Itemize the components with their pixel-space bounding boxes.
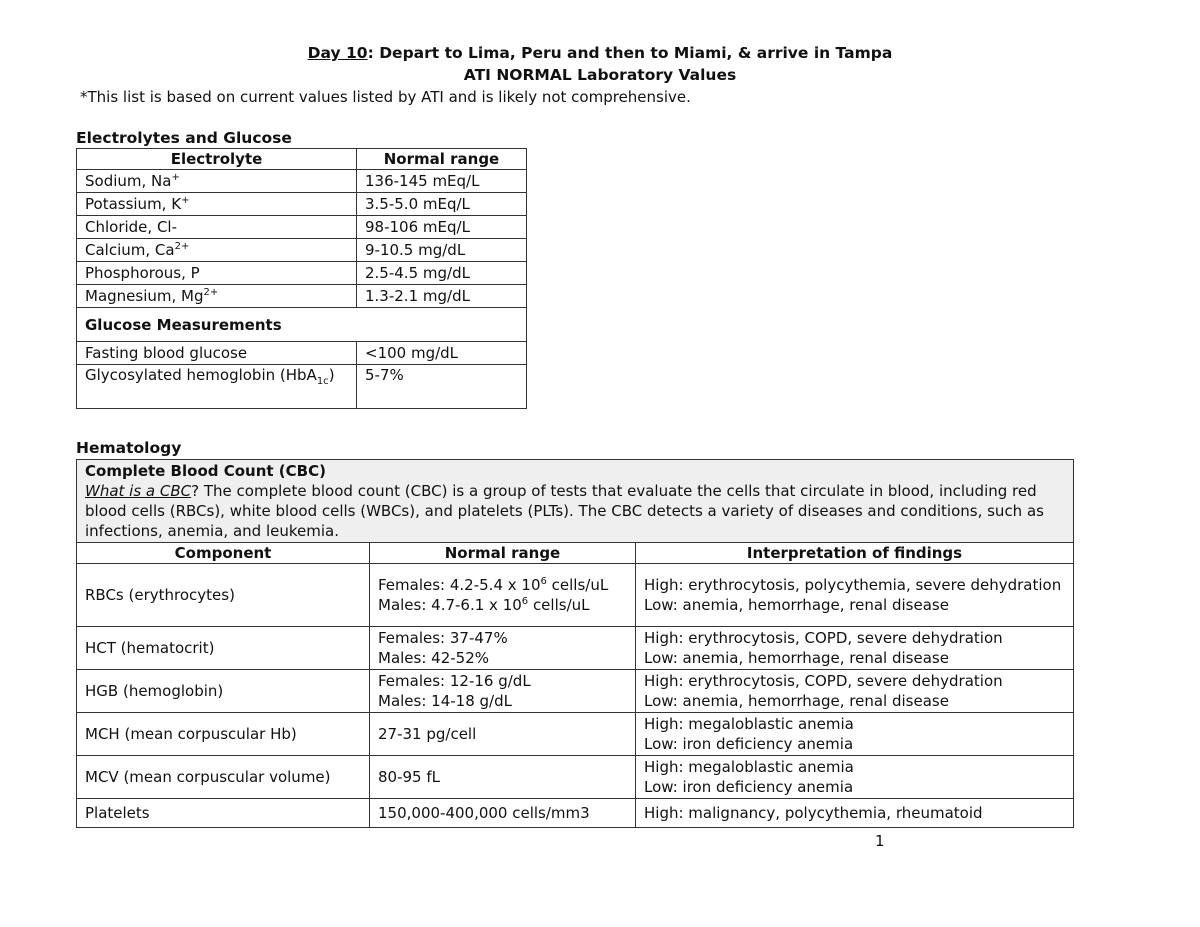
table-row	[77, 627, 1074, 670]
column-header-interpretation: Interpretation of findings	[636, 543, 1074, 564]
electrolyte-range: 136-145 mEq/L	[357, 170, 527, 193]
electrolyte-range: 1.3-2.1 mg/dL	[357, 285, 527, 308]
column-header-normal-range: Normal range	[357, 149, 527, 170]
page-number: 1	[875, 832, 885, 850]
electrolyte-name: Sodium, Na+	[77, 170, 357, 193]
table-row	[77, 713, 1074, 756]
table-row	[77, 756, 1074, 799]
electrolyte-name: Phosphorous, P	[77, 262, 357, 285]
electrolyte-range: 98-106 mEq/L	[357, 216, 527, 239]
electrolyte-name: Potassium, K+	[77, 193, 357, 216]
table-row	[77, 285, 527, 308]
electrolytes-table	[76, 148, 527, 409]
hematology-table	[76, 459, 1074, 828]
component-interpretation: High: megaloblastic anemia Low: iron deficiency anemia	[636, 713, 1074, 756]
column-header-component: Component	[77, 543, 370, 564]
component-name: MCH (mean corpuscular Hb)	[77, 713, 370, 756]
cbc-title: Complete Blood Count (CBC)	[85, 462, 326, 480]
table-row	[77, 170, 527, 193]
column-header-normal-range: Normal range	[370, 543, 636, 564]
electrolyte-name: Chloride, Cl-	[77, 216, 357, 239]
day-label: Day 10	[307, 44, 368, 62]
component-range: Females: 12-16 g/dL Males: 14-18 g/dL	[370, 670, 636, 713]
table-row	[77, 799, 1074, 828]
electrolyte-name: Magnesium, $Mg^{2+}$	[77, 285, 357, 308]
cbc-description: What is a CBC? The complete blood count (CBC) is a group of tests that evaluate the cells that circulate in blood, including red blood cells (RBCs), white blood cells (WBCs), and platelets (PLTs). The CBC detects a variety of diseases and conditions, such as infections, anemia, and leukemia.	[85, 482, 1044, 540]
electrolyte-range: 3.5-5.0 mEq/L	[357, 193, 527, 216]
glucose-test-name: Fasting blood glucose	[77, 342, 357, 365]
disclaimer-note: *This list is based on current values listed by ATI and is likely not comprehensive.	[80, 88, 691, 106]
component-name: RBCs (erythrocytes)	[77, 564, 370, 627]
component-range: 27-31 pg/cell	[370, 713, 636, 756]
component-name: Platelets	[77, 799, 370, 828]
component-range: Females: 37-47% Males: 42-52%	[370, 627, 636, 670]
table-row	[77, 564, 1074, 627]
glucose-test-range: <100 mg/dL	[357, 342, 527, 365]
component-name: MCV (mean corpuscular volume)	[77, 756, 370, 799]
component-interpretation: High: erythrocytosis, COPD, severe dehydration Low: anemia, hemorrhage, renal disease	[636, 670, 1074, 713]
glucose-subheading: Glucose Measurements	[77, 308, 527, 342]
day-description: : Depart to Lima, Peru and then to Miami, & arrive in Tampa	[367, 44, 893, 62]
table-row	[77, 365, 527, 409]
cbc-description-box	[77, 460, 1074, 543]
page-title	[0, 43, 1200, 63]
component-name: HGB (hemoglobin)	[77, 670, 370, 713]
hematology-heading: Hematology	[76, 439, 182, 457]
component-interpretation: High: erythrocytosis, polycythemia, severe dehydration Low: anemia, hemorrhage, renal disease	[636, 564, 1074, 627]
electrolyte-name: Calcium, $Ca^{2+}$	[77, 239, 357, 262]
table-row	[77, 239, 527, 262]
table-row	[77, 670, 1074, 713]
component-interpretation: High: malignancy, polycythemia, rheumatoid	[636, 799, 1074, 828]
component-name: HCT (hematocrit)	[77, 627, 370, 670]
electrolytes-heading: Electrolytes and Glucose	[76, 129, 292, 147]
cbc-question: What is a CBC	[85, 482, 192, 500]
component-range: 150,000-400,000 cells/mm3	[370, 799, 636, 828]
column-header-electrolyte: Electrolyte	[77, 149, 357, 170]
component-range: Females: 4.2-5.4 x $10^6$ cells/uL Males: 4.7-6.1 x $10^6$ cells/uL	[370, 564, 636, 627]
glucose-test-name: Glycosylated hemoglobin (HbA$_{1c}$)	[77, 365, 357, 409]
glucose-test-range: 5-7%	[357, 365, 527, 409]
component-range: 80-95 fL	[370, 756, 636, 799]
component-interpretation: High: erythrocytosis, COPD, severe dehydration Low: anemia, hemorrhage, renal disease	[636, 627, 1074, 670]
table-row	[77, 342, 527, 365]
glucose-subheading-row	[77, 308, 527, 342]
electrolyte-range: 2.5-4.5 mg/dL	[357, 262, 527, 285]
table-row	[77, 216, 527, 239]
table-row	[77, 193, 527, 216]
table-row	[77, 262, 527, 285]
page-subtitle: ATI NORMAL Laboratory Values	[463, 66, 737, 84]
electrolyte-range: 9-10.5 mg/dL	[357, 239, 527, 262]
component-interpretation: High: megaloblastic anemia Low: iron deficiency anemia	[636, 756, 1074, 799]
